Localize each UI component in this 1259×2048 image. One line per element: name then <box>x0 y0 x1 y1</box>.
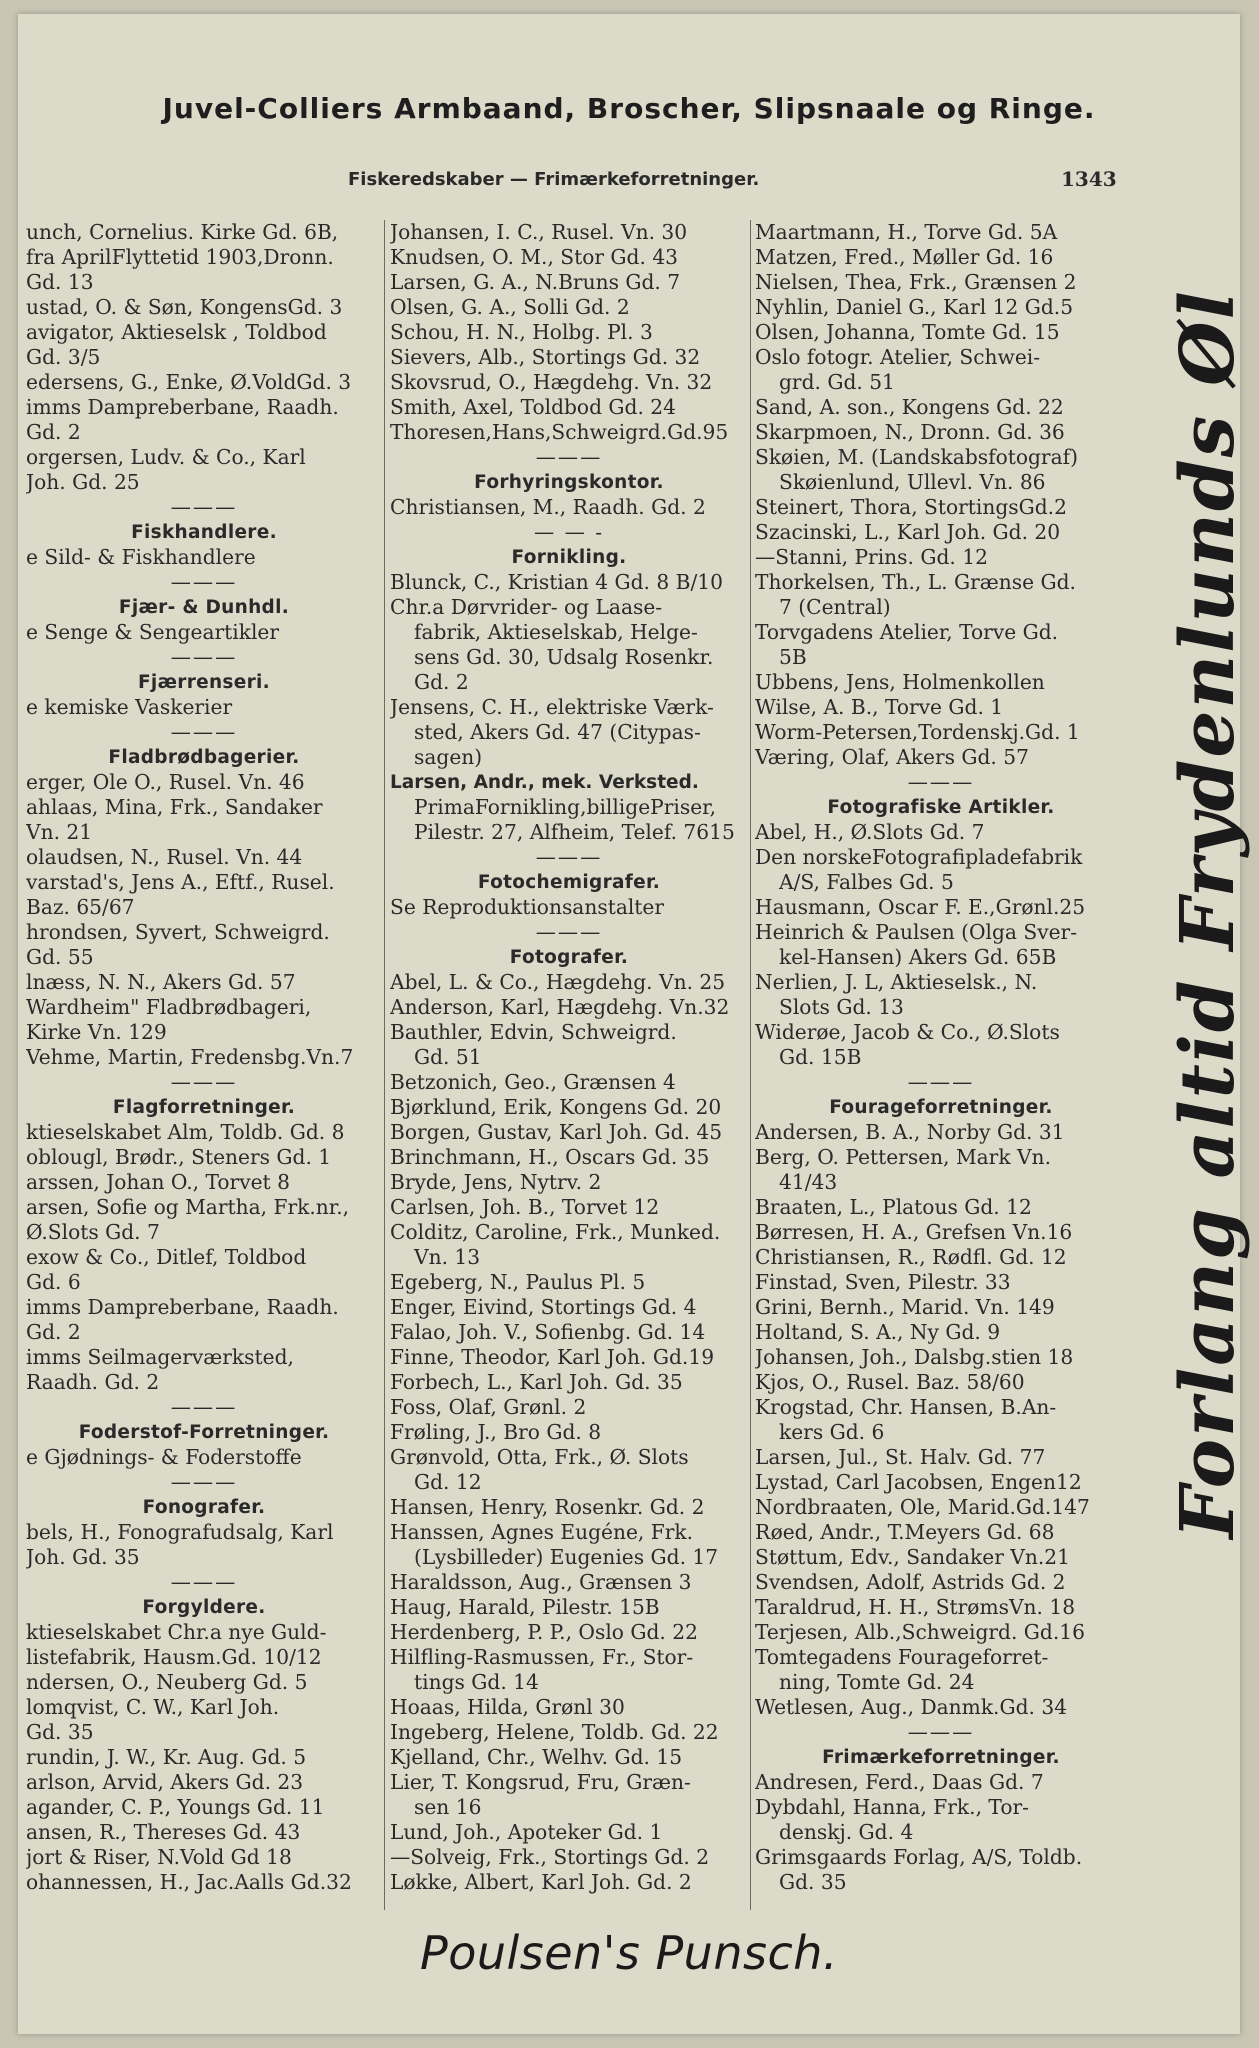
directory-entry-line: Thorkelsen, Th., L. Grænse Gd. <box>755 570 1076 594</box>
directory-entry-line: Gd. 35 <box>26 1720 94 1744</box>
directory-entry-line: Vn. 13 <box>414 1245 481 1269</box>
directory-entry-line: Grønvold, Otta, Frk., Ø. Slots <box>390 1445 689 1469</box>
directory-entry-line: Terjesen, Alb.,Schweigrd. Gd.16 <box>755 1620 1085 1644</box>
directory-entry-line: olaudsen, N., Rusel. Vn. 44 <box>26 845 303 869</box>
directory-entry-line: Gd. 51 <box>414 1045 482 1069</box>
directory-entry-line: lnæss, N. N., Akers Gd. 57 <box>26 970 296 994</box>
directory-entry-line: Matzen, Fred., Møller Gd. 16 <box>755 245 1054 269</box>
directory-entry-line: Andersen, B. A., Norby Gd. 31 <box>755 1120 1065 1144</box>
directory-entry-line: Berg, O. Pettersen, Mark Vn. <box>755 1145 1051 1169</box>
directory-entry-line: ktieselskabet Alm, Toldb. Gd. 8 <box>26 1120 345 1144</box>
directory-entry-line: Krogstad, Chr. Hansen, B.An- <box>755 1395 1057 1419</box>
directory-entry-line: avigator, Aktieselsk , Toldbod <box>26 320 327 344</box>
section-divider: ——— <box>170 1470 238 1494</box>
directory-entry-line: Svendsen, Adolf, Astrids Gd. 2 <box>755 1570 1066 1594</box>
directory-entry-line: Gd. 15B <box>779 1045 862 1069</box>
directory-entry-line: Ø.Slots Gd. 7 <box>26 1220 160 1244</box>
directory-entry-line: Jensens, C. H., elektriske Værk- <box>390 695 714 719</box>
directory-entry-line: Gd. 2 <box>414 670 469 694</box>
footer-advertisement: Poulsen's Punsch. <box>419 1926 839 1980</box>
directory-entry-line: Falao, Joh. V., Sofienbg. Gd. 14 <box>390 1320 706 1344</box>
directory-entry-line: Gd. 35 <box>779 1870 847 1894</box>
directory-entry-line: Ingeberg, Helene, Toldb. Gd. 22 <box>390 1720 719 1744</box>
directory-entry-line: Enger, Eivind, Stortings Gd. 4 <box>390 1295 697 1319</box>
directory-entry-line: 5B <box>779 645 807 669</box>
section-heading: Fiskhandlere. <box>131 522 277 543</box>
directory-entry-line: sted, Akers Gd. 47 (Citypas- <box>414 720 701 744</box>
directory-entry-line: Hansen, Henry, Rosenkr. Gd. 2 <box>390 1495 705 1519</box>
directory-entry-line: Frøling, J., Bro Gd. 8 <box>390 1420 602 1444</box>
section-divider: ——— <box>170 645 238 669</box>
directory-entry-line: Olsen, G. A., Solli Gd. 2 <box>390 295 630 319</box>
directory-entry-line: ohannessen, H., Jac.Aalls Gd.32 <box>26 1870 352 1894</box>
directory-entry-line: Thoresen,Hans,Schweigrd.Gd.95 <box>390 420 729 444</box>
directory-entry-line: Gd. 55 <box>26 945 94 969</box>
section-divider: ——— <box>907 1070 975 1094</box>
column-divider <box>384 220 385 1910</box>
section-divider: ——— <box>170 570 238 594</box>
section-divider: — — - <box>533 520 605 544</box>
directory-entry-line: Vn. 21 <box>26 820 93 844</box>
directory-entry-line: e Sild- & Fiskhandlere <box>26 545 256 569</box>
directory-entry-line: Skøien, M. (Landskabsfotograf) <box>755 445 1078 469</box>
directory-entry-line: Olsen, Johanna, Tomte Gd. 15 <box>755 320 1060 344</box>
directory-entry-line: 41/43 <box>779 1170 838 1194</box>
directory-entry-line: Colditz, Caroline, Frk., Munked. <box>390 1220 721 1244</box>
section-divider: ——— <box>535 920 603 944</box>
section-heading: Flagforretninger. <box>112 1097 296 1118</box>
directory-entry-line: Herdenberg, P. P., Oslo Gd. 22 <box>390 1620 698 1644</box>
directory-entry-line: ning, Tomte Gd. 24 <box>779 1670 975 1694</box>
directory-entry-line: ktieselskabet Chr.a nye Guld- <box>26 1620 327 1644</box>
directory-entry-line: oblougl, Brødr., Steners Gd. 1 <box>26 1145 332 1169</box>
directory-entry-line: Forbech, L., Karl Joh. Gd. 35 <box>390 1370 683 1394</box>
directory-entry-line: Nerlien, J. L, Aktieselsk., N. <box>755 970 1038 994</box>
directory-entry-line: Szacinski, L., Karl Joh. Gd. 20 <box>755 520 1061 544</box>
directory-entry-line: Skarpmoen, N., Dronn. Gd. 36 <box>755 420 1065 444</box>
section-heading: Fotografer. <box>509 947 629 968</box>
directory-entry-line: Carlsen, Joh. B., Torvet 12 <box>390 1195 660 1219</box>
directory-entry-line: 7 (Central) <box>779 595 891 619</box>
directory-entry-line: Bauthler, Edvin, Schweigrd. <box>390 1020 677 1044</box>
directory-entry-line: sen 16 <box>414 1795 482 1819</box>
directory-entry-line: Støttum, Edv., Sandaker Vn.21 <box>755 1545 1070 1569</box>
directory-entry-line: Widerøe, Jacob & Co., Ø.Slots <box>755 1020 1060 1044</box>
directory-entry-line: Kjos, O., Rusel. Baz. 58/60 <box>755 1370 1025 1394</box>
directory-entry-line: imms Seilmagerværksted, <box>26 1345 294 1369</box>
section-divider: ——— <box>170 495 238 519</box>
section-heading: Fotografiske Artikler. <box>827 797 1055 818</box>
section-divider: ——— <box>535 845 603 869</box>
directory-entry-line: hrondsen, Syvert, Schweigrd. <box>26 920 330 944</box>
directory-entry-line: Bjørklund, Erik, Kongens Gd. 20 <box>390 1095 722 1119</box>
section-divider: ——— <box>170 1570 238 1594</box>
directory-entry-line: ahlaas, Mina, Frk., Sandaker <box>26 795 323 819</box>
directory-entry-line: ansen, R., Thereses Gd. 43 <box>26 1820 301 1844</box>
directory-entry-line: Christiansen, M., Raadh. Gd. 2 <box>390 495 706 519</box>
directory-entry-line: imms Dampreberbane, Raadh. <box>26 395 339 419</box>
directory-entry-line: Torvgadens Atelier, Torve Gd. <box>755 620 1059 644</box>
directory-entry-line: Finstad, Sven, Pilestr. 33 <box>755 1270 1011 1294</box>
directory-entry-line: Maartmann, H., Torve Gd. 5A <box>755 220 1058 244</box>
directory-entry-line: Joh. Gd. 35 <box>26 1545 140 1569</box>
directory-entry-line: Kjelland, Chr., Welhv. Gd. 15 <box>390 1745 683 1769</box>
directory-entry-line: Gd. 6 <box>26 1270 81 1294</box>
directory-entry-line: PrimaFornikling,billigePriser, <box>414 795 716 819</box>
directory-entry-line: Christiansen, R., Rødfl. Gd. 12 <box>755 1245 1067 1269</box>
directory-entry-line: Wilse, A. B., Torve Gd. 1 <box>755 695 1004 719</box>
directory-entry-line: Betzonich, Geo., Grænsen 4 <box>390 1070 676 1094</box>
directory-entry-line: lomqvist, C. W., Karl Joh. <box>26 1695 280 1719</box>
section-heading: Fjærrenseri. <box>138 672 270 693</box>
directory-entry-line: Larsen, G. A., N.Bruns Gd. 7 <box>390 270 681 294</box>
directory-entry-line: Nordbraaten, Ole, Marid.Gd.147 <box>755 1495 1090 1519</box>
directory-entry-line: Andresen, Ferd., Daas Gd. 7 <box>755 1770 1044 1794</box>
directory-entry-line: sagen) <box>414 745 483 769</box>
directory-entry-line: Lystad, Carl Jacobsen, Engen12 <box>755 1470 1082 1494</box>
section-heading: Forgyldere. <box>142 1597 266 1618</box>
directory-entry-line: bels, H., Fonografudsalg, Karl <box>26 1520 334 1544</box>
directory-entry-line: Skovsrud, O., Hægdehg. Vn. 32 <box>390 370 713 394</box>
section-divider: ——— <box>170 1395 238 1419</box>
section-heading: Fonografer. <box>142 1497 266 1518</box>
directory-entry-line: arlson, Arvid, Akers Gd. 23 <box>26 1770 304 1794</box>
column-divider <box>750 220 751 1910</box>
directory-entry-line: Foss, Olaf, Grønl. 2 <box>390 1395 587 1419</box>
directory-entry-line: Lund, Joh., Apoteker Gd. 1 <box>390 1820 663 1844</box>
directory-entry-line: exow & Co., Ditlef, Toldbod <box>26 1245 307 1269</box>
top-advertisement-banner: Juvel-Colliers Armbaand, Broscher, Slipsnaale og Ringe. <box>162 92 1096 125</box>
directory-entry-line: Smith, Axel, Toldbod Gd. 24 <box>390 395 676 419</box>
directory-entry-line: Worm-Petersen,Tordenskj.Gd. 1 <box>755 720 1080 744</box>
directory-entry-line: listefabrik, Hausm.Gd. 10/12 <box>26 1645 322 1669</box>
section-heading: Foderstof-Forretninger. <box>78 1422 330 1443</box>
directory-entry-line: jort & Riser, N.Vold Gd 18 <box>26 1845 292 1869</box>
directory-entry-line: Oslo fotogr. Atelier, Schwei- <box>755 345 1041 369</box>
directory-entry-line: Gd. 2 <box>26 1320 81 1344</box>
directory-entry-line: Schou, H. N., Holbg. Pl. 3 <box>390 320 653 344</box>
directory-entry-line: Lier, T. Kongsrud, Fru, Græn- <box>390 1770 691 1794</box>
directory-entry-line: Gd. 12 <box>414 1470 482 1494</box>
directory-entry-line: A/S, Falbes Gd. 5 <box>779 870 954 894</box>
directory-entry-line: Børresen, H. A., Grefsen Vn.16 <box>755 1220 1073 1244</box>
directory-entry-line: Hilfling-Rasmussen, Fr., Stor- <box>390 1645 694 1669</box>
directory-entry-line: orgersen, Ludv. & Co., Karl <box>26 445 306 469</box>
directory-entry-line: e Gjødnings- & Foderstoffe <box>26 1445 302 1469</box>
directory-entry-line: Haug, Harald, Pilestr. 15B <box>390 1595 660 1619</box>
section-heading: Fladbrødbagerier. <box>108 747 300 768</box>
directory-entry-line: Hoaas, Hilda, Grønl 30 <box>390 1695 625 1719</box>
directory-entry-line: Finne, Theodor, Karl Joh. Gd.19 <box>390 1345 715 1369</box>
section-divider: ——— <box>170 1070 238 1094</box>
directory-entry-line: Hanssen, Agnes Eugéne, Frk. <box>390 1520 694 1544</box>
directory-entry-line: fabrik, Aktieselskab, Helge- <box>414 620 698 644</box>
directory-entry-line: Chr.a Dørvrider- og Laase- <box>390 595 663 619</box>
directory-entry-line: kers Gd. 6 <box>779 1420 885 1444</box>
page-number: 1343 <box>1061 167 1117 191</box>
directory-entry-line: tings Gd. 14 <box>414 1670 539 1694</box>
directory-entry-line: Hausmann, Oscar F. E.,Grønl.25 <box>755 895 1086 919</box>
directory-entry-line: Abel, H., Ø.Slots Gd. 7 <box>755 820 985 844</box>
directory-entry-line: Steinert, Thora, StortingsGd.2 <box>755 495 1067 519</box>
directory-entry-line: Johansen, Joh., Dalsbg.stien 18 <box>755 1345 1074 1369</box>
directory-entry-line: Blunck, C., Kristian 4 Gd. 8 B/10 <box>390 570 723 594</box>
directory-entry-line: Gd. 2 <box>26 420 81 444</box>
directory-entry-line: Bryde, Jens, Nytrv. 2 <box>390 1170 602 1194</box>
directory-entry-line: Vehme, Martin, Fredensbg.Vn.7 <box>26 1045 354 1069</box>
directory-entry-line: erger, Ole O., Rusel. Vn. 46 <box>26 770 305 794</box>
directory-entry-line: Larsen, Andr., mek. Verksted. <box>390 772 699 793</box>
section-heading: Fotochemigrafer. <box>477 872 661 893</box>
directory-entry-line: Wardheim" Fladbrødbageri, <box>26 995 312 1019</box>
directory-entry-line: Skøienlund, Ullevl. Vn. 86 <box>779 470 1046 494</box>
directory-entry-line: Se Reproduktionsanstalter <box>390 895 665 919</box>
directory-entry-line: Løkke, Albert, Karl Joh. Gd. 2 <box>390 1870 692 1894</box>
directory-entry-line: Braaten, L., Platous Gd. 12 <box>755 1195 1032 1219</box>
section-heading: Fjær- & Dunhdl. <box>118 597 290 618</box>
directory-entry-line: Tomtegadens Fourageforret- <box>755 1645 1049 1669</box>
section-heading: Forhyringskontor. <box>474 472 664 493</box>
section-heading: Fourageforretninger. <box>829 1097 1053 1118</box>
directory-entry-line: Dybdahl, Hanna, Frk., Tor- <box>755 1795 1029 1819</box>
directory-entry-line: denskj. Gd. 4 <box>779 1820 914 1844</box>
directory-entry-line: Anderson, Karl, Hægdehg. Vn.32 <box>390 995 730 1019</box>
section-divider: ——— <box>535 445 603 469</box>
directory-entry-line: Grini, Bernh., Marid. Vn. 149 <box>755 1295 1055 1319</box>
running-head: Fiskeredskaber — Frimærkeforretninger. <box>348 169 760 190</box>
directory-entry-line: sens Gd. 30, Udsalg Rosenkr. <box>414 645 714 669</box>
side-advertisement: Forlang altid Frydenlunds Øl <box>1165 289 1251 1539</box>
section-divider: ——— <box>170 720 238 744</box>
directory-entry-line: Knudsen, O. M., Stor Gd. 43 <box>390 245 679 269</box>
directory-entry-line: Egeberg, N., Paulus Pl. 5 <box>390 1270 646 1294</box>
directory-entry-line: edersens, G., Enke, Ø.VoldGd. 3 <box>26 370 352 394</box>
column-2 <box>390 220 748 1895</box>
directory-entry-line: Larsen, Jul., St. Halv. Gd. 77 <box>755 1445 1046 1469</box>
directory-entry-line: Slots Gd. 13 <box>779 995 904 1019</box>
directory-entry-line: Nyhlin, Daniel G., Karl 12 Gd.5 <box>755 295 1074 319</box>
section-heading: Frimærkeforretninger. <box>822 1747 1060 1768</box>
directory-entry-line: Gd. 3/5 <box>26 345 101 369</box>
directory-entry-line: Heinrich & Paulsen (Olga Sver- <box>755 920 1078 944</box>
directory-entry-line: grd. Gd. 51 <box>779 370 895 394</box>
directory-entry-line: fra AprilFlyttetid 1903,Dronn. <box>26 245 334 269</box>
directory-entry-line: rundin, J. W., Kr. Aug. Gd. 5 <box>26 1745 307 1769</box>
directory-entry-line: Grimsgaards Forlag, A/S, Toldb. <box>755 1845 1083 1869</box>
directory-entry-line: Røed, Andr., T.Meyers Gd. 68 <box>755 1520 1055 1544</box>
directory-entry-line: Gd. 13 <box>26 270 94 294</box>
directory-entry-line: varstad's, Jens A., Eftf., Rusel. <box>26 870 335 894</box>
directory-entry-line: —Solveig, Frk., Stortings Gd. 2 <box>390 1845 710 1869</box>
directory-entry-line: ndersen, O., Neuberg Gd. 5 <box>26 1670 308 1694</box>
directory-entry-line: Baz. 65/67 <box>26 895 135 919</box>
directory-entry-line: imms Dampreberbane, Raadh. <box>26 1295 339 1319</box>
directory-entry-line: Wetlesen, Aug., Danmk.Gd. 34 <box>755 1695 1068 1719</box>
directory-entry-line: e Senge & Sengeartikler <box>26 620 280 644</box>
directory-entry-line: Taraldrud, H. H., StrømsVn. 18 <box>755 1595 1076 1619</box>
directory-entry-line: unch, Cornelius. Kirke Gd. 6B, <box>26 220 339 244</box>
directory-entry-line: Ubbens, Jens, Holmenkollen <box>755 670 1045 694</box>
directory-entry-line: Kirke Vn. 129 <box>26 1020 167 1044</box>
directory-entry-line: Brinchmann, H., Oscars Gd. 35 <box>390 1145 710 1169</box>
directory-page <box>18 14 1251 2034</box>
directory-entry-line: (Lysbilleder) Eugenies Gd. 17 <box>414 1545 719 1569</box>
directory-entry-line: —Stanni, Prins. Gd. 12 <box>755 545 988 569</box>
section-heading: Fornikling. <box>511 547 627 568</box>
directory-entry-line: Borgen, Gustav, Karl Joh. Gd. 45 <box>390 1120 723 1144</box>
directory-entry-line: Sand, A. son., Kongens Gd. 22 <box>755 395 1064 419</box>
directory-entry-line: Abel, L. & Co., Hægdehg. Vn. 25 <box>390 970 726 994</box>
section-divider: ——— <box>907 1720 975 1744</box>
directory-entry-line: Joh. Gd. 25 <box>26 470 140 494</box>
directory-entry-line: ustad, O. & Søn, KongensGd. 3 <box>26 295 343 319</box>
column-3 <box>755 220 1127 1895</box>
directory-entry-line: Sievers, Alb., Stortings Gd. 32 <box>390 345 701 369</box>
section-divider: ——— <box>907 770 975 794</box>
directory-entry-line: Johansen, I. C., Rusel. Vn. 30 <box>390 220 688 244</box>
directory-entry-line: arsen, Sofie og Martha, Frk.nr., <box>26 1195 350 1219</box>
column-1 <box>26 220 382 1895</box>
directory-entry-line: Nielsen, Thea, Frk., Grænsen 2 <box>755 270 1077 294</box>
directory-entry-line: arssen, Johan O., Torvet 8 <box>26 1170 290 1194</box>
directory-entry-line: Pilestr. 27, Alfheim, Telef. 7615 <box>414 820 735 844</box>
directory-entry-line: Haraldsson, Aug., Grænsen 3 <box>390 1570 692 1594</box>
directory-entry-line: Den norskeFotografipladefabrik <box>755 845 1083 869</box>
directory-entry-line: Raadh. Gd. 2 <box>26 1370 160 1394</box>
directory-entry-line: Holtand, S. A., Ny Gd. 9 <box>755 1320 1001 1344</box>
directory-entry-line: kel-Hansen) Akers Gd. 65B <box>779 945 1057 969</box>
directory-entry-line: e kemiske Vaskerier <box>26 695 233 719</box>
directory-entry-line: Væring, Olaf, Akers Gd. 57 <box>755 745 1029 769</box>
directory-entry-line: agander, C. P., Youngs Gd. 11 <box>26 1795 325 1819</box>
